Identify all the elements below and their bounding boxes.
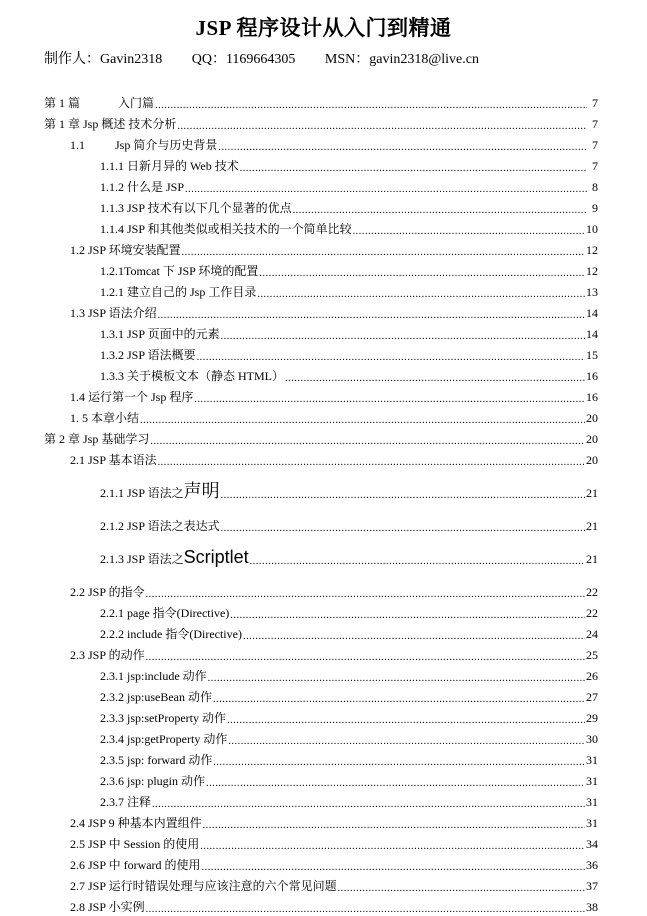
- toc-page-number: 20: [586, 411, 598, 425]
- toc-entry-text: 2.4 JSP 9 种基本内置组件: [70, 816, 202, 830]
- toc-page-number: 12: [586, 243, 598, 257]
- toc-entry-text: 2.3.6 jsp: plugin 动作: [100, 774, 206, 788]
- toc-leader: [146, 900, 585, 912]
- toc-leader: [259, 264, 585, 276]
- toc-entry-text: 2.8 JSP 小实例: [70, 900, 145, 914]
- toc-entry[interactable]: [44, 726, 598, 747]
- toc-entry-text: 2.2.1 page 指令(Directive): [100, 606, 230, 620]
- toc-entry-text: 1.2.1 建立自己的 Jsp 工作目录: [100, 285, 257, 299]
- toc-page-number: 15: [586, 348, 598, 362]
- toc-entry-text: 1.2 JSP 环境安装配置: [70, 243, 181, 257]
- toc-entry[interactable]: [44, 831, 598, 852]
- qq-label: QQ：1169664305: [191, 52, 296, 67]
- toc-leader: [240, 159, 587, 171]
- toc-entry[interactable]: [44, 132, 598, 153]
- toc-leader: [353, 222, 585, 234]
- toc-page-number: 7: [592, 96, 598, 110]
- toc-leader: [146, 585, 585, 597]
- toc-entry[interactable]: [44, 321, 598, 342]
- maker-label: 制作人：Gavin2318: [44, 52, 163, 67]
- toc-page-number: 31: [586, 774, 598, 788]
- toc-page-number: 7: [592, 159, 598, 173]
- toc-leader: [202, 858, 585, 870]
- toc-entry-text: 2.1 JSP 基本语法: [70, 453, 157, 467]
- toc-entry[interactable]: [44, 567, 598, 600]
- toc-leader: [177, 117, 587, 129]
- toc-entry[interactable]: [44, 705, 598, 726]
- toc-leader: [158, 453, 585, 465]
- toc-leader: [228, 732, 585, 744]
- toc-entry-text: 1.3 JSP 语法介绍: [70, 306, 157, 320]
- toc-entry[interactable]: [44, 600, 598, 621]
- toc-leader: [158, 306, 585, 318]
- toc-page-number: 14: [586, 306, 598, 320]
- toc-page-number: 31: [586, 753, 598, 767]
- toc-entry-text: 2.3 JSP 的动作: [70, 648, 145, 662]
- toc-leader: [213, 690, 585, 702]
- toc-page-number: 27: [586, 690, 598, 704]
- toc-page-number: 22: [586, 606, 598, 620]
- toc-entry[interactable]: [44, 894, 598, 915]
- toc-entry[interactable]: [44, 111, 598, 132]
- toc-entry[interactable]: [44, 468, 598, 501]
- table-of-contents: [44, 90, 598, 915]
- toc-entry[interactable]: [44, 663, 598, 684]
- toc-entry[interactable]: [44, 747, 598, 768]
- toc-entry-text: 1.1.3 JSP 技术有以下几个显著的优点: [100, 201, 292, 215]
- toc-entry[interactable]: [44, 852, 598, 873]
- toc-page-number: 31: [586, 816, 598, 830]
- msn-label: MSN：gavin2318@live.cn: [324, 52, 479, 67]
- toc-leader: [293, 201, 587, 213]
- toc-leader: [152, 795, 585, 807]
- toc-entry-text: 2.3.1 jsp:include 动作: [100, 669, 207, 683]
- toc-page-number: 12: [586, 264, 598, 278]
- toc-leader: [250, 552, 585, 564]
- toc-entry[interactable]: [44, 279, 598, 300]
- toc-entry[interactable]: [44, 216, 598, 237]
- toc-entry-text: 2.3.4 jsp:getProperty 动作: [100, 732, 228, 746]
- toc-page-number: 29: [586, 711, 598, 725]
- toc-page-number: 8: [592, 180, 598, 194]
- toc-page-number: 26: [586, 669, 598, 683]
- toc-entry-text: 2.3.5 jsp: forward 动作: [100, 753, 213, 767]
- toc-page-number: 13: [586, 285, 598, 299]
- toc-entry-text: 1.1 Jsp 简介与历史背景: [70, 138, 218, 152]
- toc-entry-text: 1.3.2 JSP 语法概要: [100, 348, 196, 362]
- toc-entry-text: 2.7 JSP 运行时错误处理与应该注意的六个常见问题: [70, 879, 337, 893]
- toc-entry[interactable]: [44, 810, 598, 831]
- toc-entry[interactable]: [44, 363, 598, 384]
- toc-leader: [150, 432, 585, 444]
- toc-entry-text: 2.6 JSP 中 forward 的使用: [70, 858, 201, 872]
- toc-page-number: 16: [586, 390, 598, 404]
- toc-page-number: 25: [586, 648, 598, 662]
- toc-entry[interactable]: [44, 237, 598, 258]
- toc-leader: [338, 879, 585, 891]
- toc-entry-text: 1.3.3 关于模板文本（静态 HTML）: [100, 369, 284, 383]
- toc-entry[interactable]: [44, 621, 598, 642]
- toc-leader: [206, 774, 585, 786]
- toc-entry[interactable]: [44, 501, 598, 534]
- toc-page-number: 20: [586, 453, 598, 467]
- toc-leader: [285, 369, 585, 381]
- toc-entry[interactable]: [44, 873, 598, 894]
- toc-page-number: 7: [592, 138, 598, 152]
- toc-entry[interactable]: [44, 90, 598, 111]
- toc-entry-text: 2.3.3 jsp:setProperty 动作: [100, 711, 226, 725]
- toc-entry-text: 第 1 章 Jsp 概述 技术分析: [44, 117, 177, 131]
- toc-entry[interactable]: [44, 642, 598, 663]
- toc-entry-text: 1. 5 本章小结: [70, 411, 140, 425]
- toc-entry-text: 1.1.4 JSP 和其他类似或相关技术的一个简单比较: [100, 222, 352, 236]
- toc-leader: [221, 327, 585, 339]
- toc-entry[interactable]: [44, 789, 598, 810]
- toc-page-number: 34: [586, 837, 598, 851]
- toc-page-number: 30: [586, 732, 598, 746]
- toc-entry[interactable]: [44, 684, 598, 705]
- toc-entry[interactable]: [44, 426, 598, 447]
- toc-entry-text: 2.2.2 include 指令(Directive): [100, 627, 242, 641]
- toc-entry[interactable]: [44, 447, 598, 468]
- toc-page-number: 31: [586, 795, 598, 809]
- toc-page-number: 21: [586, 486, 598, 500]
- toc-entry-text: 1.4 运行第一个 Jsp 程序: [70, 390, 194, 404]
- toc-leader: [155, 96, 587, 108]
- document-title: JSP 程序设计从入门到精通: [195, 16, 452, 40]
- toc-entry[interactable]: [44, 174, 598, 195]
- toc-entry[interactable]: [44, 534, 598, 567]
- toc-leader: [221, 519, 585, 531]
- toc-entry[interactable]: [44, 405, 598, 426]
- toc-leader: [227, 711, 585, 723]
- toc-leader: [200, 837, 585, 849]
- toc-page-number: 21: [586, 552, 598, 566]
- toc-entry-text: 1.2.1Tomcat 下 JSP 环境的配置: [100, 264, 259, 278]
- toc-leader: [230, 606, 585, 618]
- toc-page-number: 16: [586, 369, 598, 383]
- toc-entry-text: 1.1.2 什么是 JSP: [100, 180, 185, 194]
- toc-entry-text: 1.3.1 JSP 页面中的元素: [100, 327, 220, 341]
- toc-entry[interactable]: [44, 258, 598, 279]
- toc-entry[interactable]: [44, 768, 598, 789]
- toc-page-number: 36: [586, 858, 598, 872]
- toc-page-number: 14: [586, 327, 598, 341]
- author-line: [44, 48, 505, 68]
- toc-leader: [221, 486, 585, 498]
- toc-entry-text: 2.1.3 JSP 语法之Scriptlet: [100, 547, 249, 567]
- toc-entry-text: 2.5 JSP 中 Session 的使用: [70, 837, 200, 851]
- toc-entry-text: 2.1.2 JSP 语法之表达式: [100, 519, 220, 533]
- toc-entry-text: 1.1.1 日新月异的 Web 技术: [100, 159, 239, 173]
- toc-page-number: 10: [586, 222, 598, 236]
- toc-entry-text: 第 1 篇 入门篇: [44, 96, 155, 110]
- toc-entry[interactable]: [44, 195, 598, 216]
- toc-leader: [203, 816, 585, 828]
- toc-leader: [182, 243, 585, 255]
- toc-leader: [140, 411, 585, 423]
- toc-entry[interactable]: [44, 342, 598, 363]
- toc-page-number: 21: [586, 519, 598, 533]
- toc-page-number: 7: [592, 117, 598, 131]
- toc-entry[interactable]: [44, 153, 598, 174]
- toc-entry[interactable]: [44, 300, 598, 321]
- toc-entry-text: 第 2 章 Jsp 基础学习: [44, 432, 150, 446]
- toc-leader: [218, 138, 587, 150]
- toc-page-number: 9: [592, 201, 598, 215]
- toc-entry-text: 2.1.1 JSP 语法之声明: [100, 481, 220, 501]
- toc-page-number: 38: [586, 900, 598, 914]
- toc-leader: [197, 348, 585, 360]
- toc-leader: [243, 627, 585, 639]
- toc-entry-text: 2.3.7 注释: [100, 795, 152, 809]
- toc-entry-text: 2.3.2 jsp:useBean 动作: [100, 690, 212, 704]
- toc-entry-text: 2.2 JSP 的指令: [70, 585, 145, 599]
- toc-page-number: 37: [586, 879, 598, 893]
- toc-leader: [208, 669, 585, 681]
- toc-leader: [213, 753, 585, 765]
- toc-leader: [146, 648, 585, 660]
- toc-leader: [257, 285, 585, 297]
- toc-entry[interactable]: [44, 384, 598, 405]
- toc-page-number: 24: [586, 627, 598, 641]
- toc-leader: [185, 180, 587, 192]
- toc-leader: [194, 390, 585, 402]
- toc-page-number: 22: [586, 585, 598, 599]
- toc-page-number: 20: [586, 432, 598, 446]
